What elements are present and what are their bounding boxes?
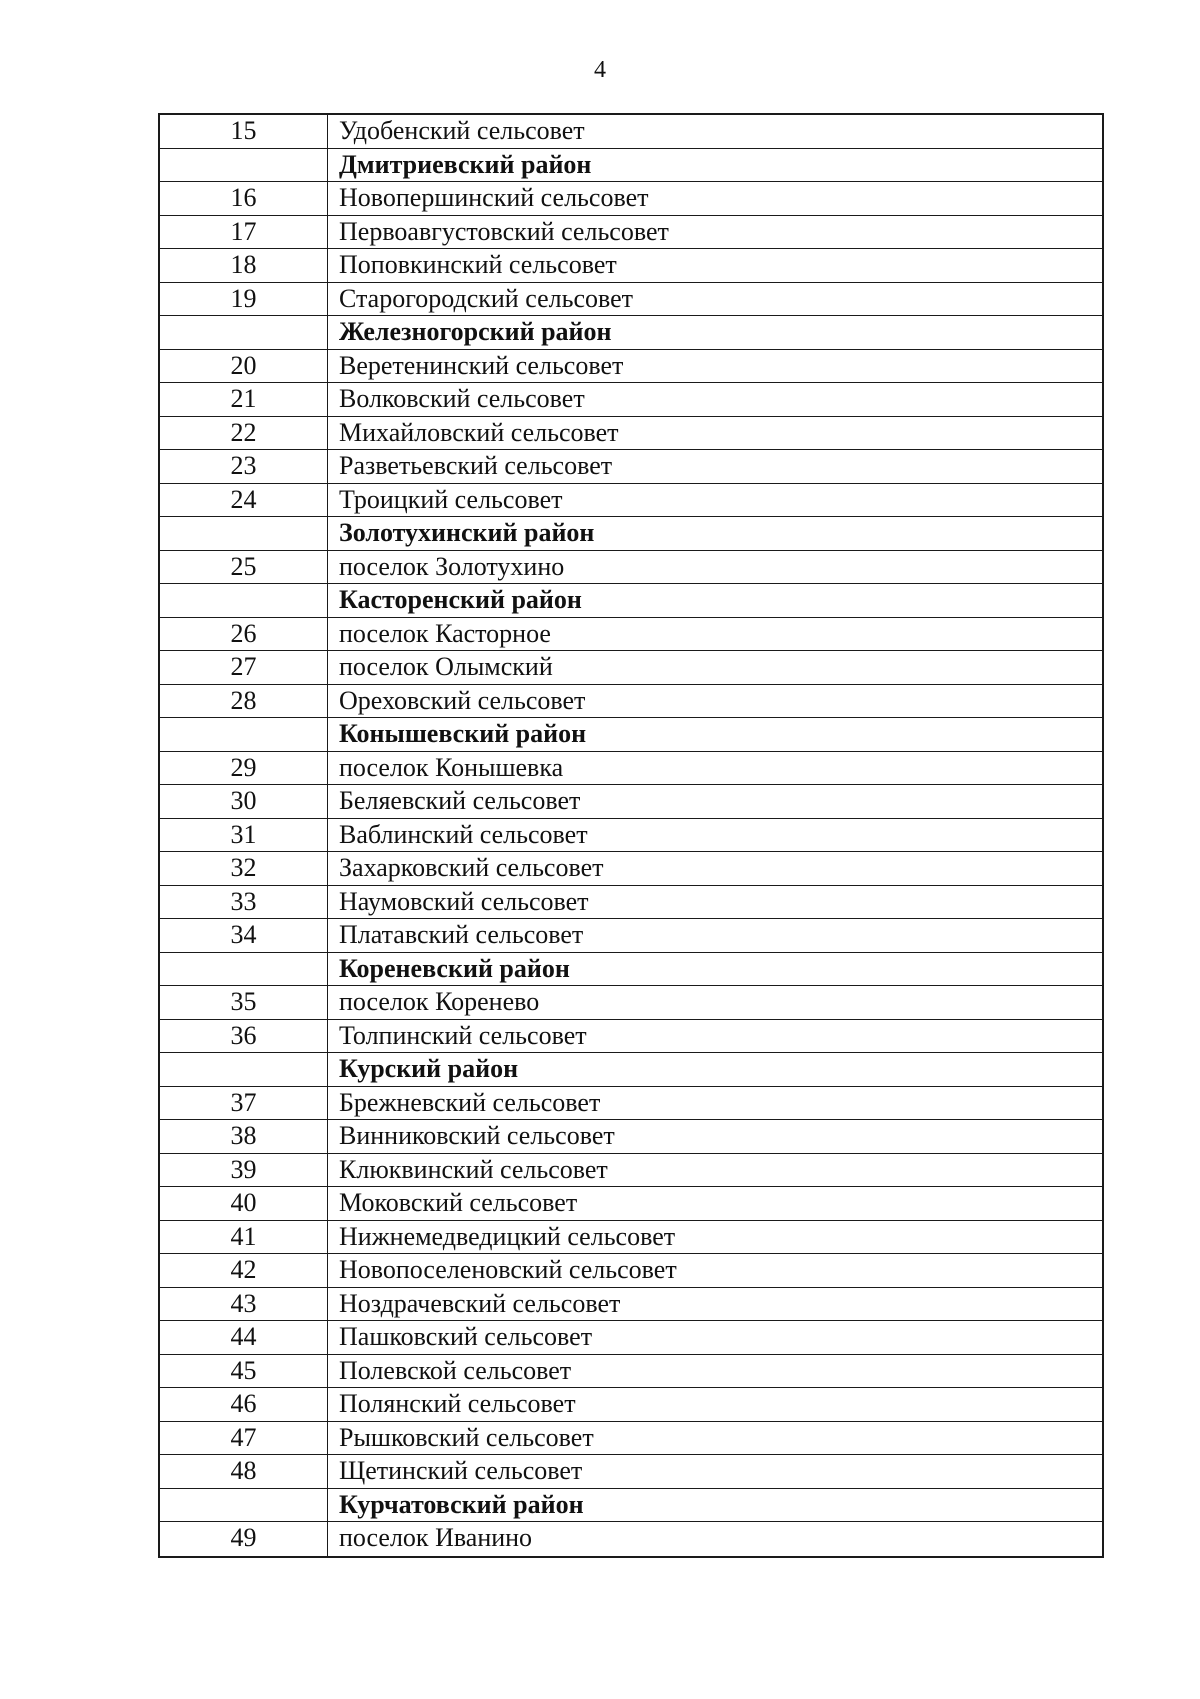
row-number: 35	[160, 986, 328, 1019]
row-number: 49	[160, 1522, 328, 1556]
row-number	[160, 718, 328, 751]
settlement-name: Первоавгустовский сельсовет	[339, 216, 669, 246]
row-number	[160, 517, 328, 550]
table-row	[160, 216, 1102, 250]
settlement-name: Полевской сельсовет	[339, 1355, 572, 1385]
district-header-row	[160, 1053, 1102, 1087]
settlement-name: Рышковский сельсовет	[339, 1422, 594, 1452]
row-number: 15	[160, 115, 328, 148]
settlement-name: Новопоселеновский сельсовет	[339, 1255, 677, 1284]
settlement-name: Ореховский сельсовет	[339, 685, 586, 715]
settlement-name: поселок Иванино	[339, 1523, 533, 1552]
table-row	[160, 852, 1102, 886]
settlement-name: Старогородский сельсовет	[339, 283, 634, 313]
settlement-name: Михайловский сельсовет	[339, 417, 619, 447]
row-number: 43	[160, 1288, 328, 1321]
row-number: 42	[160, 1254, 328, 1287]
district-header-row	[160, 149, 1102, 183]
row-number: 16	[160, 182, 328, 215]
settlement-name: Новопершинский сельсовет	[339, 183, 649, 212]
table-row	[160, 752, 1102, 786]
district-header-row	[160, 953, 1102, 987]
row-number: 32	[160, 852, 328, 885]
table-row	[160, 1187, 1102, 1221]
table-row	[160, 417, 1102, 451]
table-row	[160, 785, 1102, 819]
row-number	[160, 953, 328, 986]
settlement-name: поселок Золотухино	[339, 551, 565, 581]
table-row	[160, 551, 1102, 585]
table-row	[160, 115, 1102, 149]
table-row	[160, 450, 1102, 484]
table-row	[160, 1388, 1102, 1422]
table-row	[160, 986, 1102, 1020]
row-number: 45	[160, 1355, 328, 1388]
table-row	[160, 1522, 1102, 1556]
row-number: 17	[160, 216, 328, 249]
row-number: 34	[160, 919, 328, 952]
row-number: 23	[160, 450, 328, 483]
settlement-name: Ваблинский сельсовет	[339, 819, 588, 849]
settlement-name: Клюквинский сельсовет	[339, 1154, 608, 1184]
row-number: 28	[160, 685, 328, 718]
table-row	[160, 1355, 1102, 1389]
settlement-name: Троицкий сельсовет	[339, 484, 563, 514]
row-number: 39	[160, 1154, 328, 1187]
settlement-name: Брежневский сельсовет	[339, 1087, 601, 1117]
row-number: 24	[160, 484, 328, 517]
table-row	[160, 1321, 1102, 1355]
settlement-name: Платавский сельсовет	[339, 920, 584, 949]
settlement-name: поселок Коренево	[339, 987, 540, 1016]
row-number	[160, 1489, 328, 1522]
settlement-name: Полянский сельсовет	[339, 1389, 576, 1418]
table-row	[160, 1154, 1102, 1188]
district-header-row	[160, 517, 1102, 551]
district-name: Касторенский район	[339, 585, 582, 614]
row-number: 48	[160, 1455, 328, 1488]
district-header-row	[160, 1489, 1102, 1523]
table-row	[160, 886, 1102, 920]
table-row	[160, 1087, 1102, 1121]
settlement-name: Щетинский сельсовет	[339, 1456, 583, 1485]
row-number: 19	[160, 283, 328, 316]
row-number: 31	[160, 819, 328, 852]
row-number: 40	[160, 1187, 328, 1220]
table-row	[160, 484, 1102, 518]
table-row	[160, 651, 1102, 685]
settlement-name: Моковский сельсовет	[339, 1188, 578, 1217]
settlement-name: поселок Касторное	[339, 618, 551, 648]
table-row	[160, 919, 1102, 953]
row-number: 46	[160, 1388, 328, 1421]
row-number: 26	[160, 618, 328, 651]
settlement-name: Беляевский сельсовет	[339, 786, 581, 815]
table-row	[160, 819, 1102, 853]
row-number	[160, 584, 328, 617]
district-header-row	[160, 316, 1102, 350]
table-row	[160, 1020, 1102, 1054]
settlement-name: Волковский сельсовет	[339, 384, 585, 413]
settlement-name: поселок Конышевка	[339, 752, 564, 782]
settlements-table	[158, 113, 1104, 1558]
settlement-name: Веретенинский сельсовет	[339, 350, 624, 380]
district-name: Кореневский район	[339, 953, 570, 983]
row-number: 36	[160, 1020, 328, 1053]
table-row	[160, 182, 1102, 216]
row-number	[160, 149, 328, 182]
row-number	[160, 1053, 328, 1086]
district-name: Конышевский район	[339, 719, 587, 748]
settlement-name: Поповкинский сельсовет	[339, 250, 617, 279]
settlement-name: Удобенский сельсовет	[339, 116, 585, 145]
row-number: 27	[160, 651, 328, 684]
table-row	[160, 383, 1102, 417]
settlement-name: поселок Олымский	[339, 652, 553, 681]
row-number: 20	[160, 350, 328, 383]
row-number: 22	[160, 417, 328, 450]
row-number: 29	[160, 752, 328, 785]
row-number: 18	[160, 249, 328, 282]
table-row	[160, 1455, 1102, 1489]
district-header-row	[160, 718, 1102, 752]
table-row	[160, 1120, 1102, 1154]
table-row	[160, 1422, 1102, 1456]
table-row	[160, 1288, 1102, 1322]
row-number: 44	[160, 1321, 328, 1354]
settlement-name: Наумовский сельсовет	[339, 886, 589, 916]
district-header-row	[160, 584, 1102, 618]
row-number	[160, 316, 328, 349]
table-row	[160, 1254, 1102, 1288]
settlement-name: Толпинский сельсовет	[339, 1020, 587, 1050]
row-number: 33	[160, 886, 328, 919]
row-number: 30	[160, 785, 328, 818]
district-name: Золотухинский район	[339, 518, 595, 547]
district-name: Курский район	[339, 1054, 519, 1083]
row-number: 41	[160, 1221, 328, 1254]
settlement-name: Разветьевский сельсовет	[339, 451, 613, 480]
settlement-name: Захарковский сельсовет	[339, 853, 604, 882]
table-row	[160, 618, 1102, 652]
settlement-name: Винниковский сельсовет	[339, 1121, 615, 1150]
table-row	[160, 1221, 1102, 1255]
district-name: Дмитриевский район	[339, 149, 592, 179]
page-number: 4	[594, 57, 606, 83]
row-number: 38	[160, 1120, 328, 1153]
table-row	[160, 249, 1102, 283]
district-name: Курчатовский район	[339, 1489, 584, 1519]
settlement-name: Пашковский сельсовет	[339, 1322, 593, 1351]
row-number: 47	[160, 1422, 328, 1455]
table-row	[160, 685, 1102, 719]
settlement-name: Ноздрачевский сельсовет	[339, 1288, 621, 1318]
table-row	[160, 350, 1102, 384]
row-number: 21	[160, 383, 328, 416]
row-number: 37	[160, 1087, 328, 1120]
table-row	[160, 283, 1102, 317]
row-number: 25	[160, 551, 328, 584]
district-name: Железногорский район	[339, 317, 612, 346]
settlement-name: Нижнемедведицкий сельсовет	[339, 1221, 676, 1251]
